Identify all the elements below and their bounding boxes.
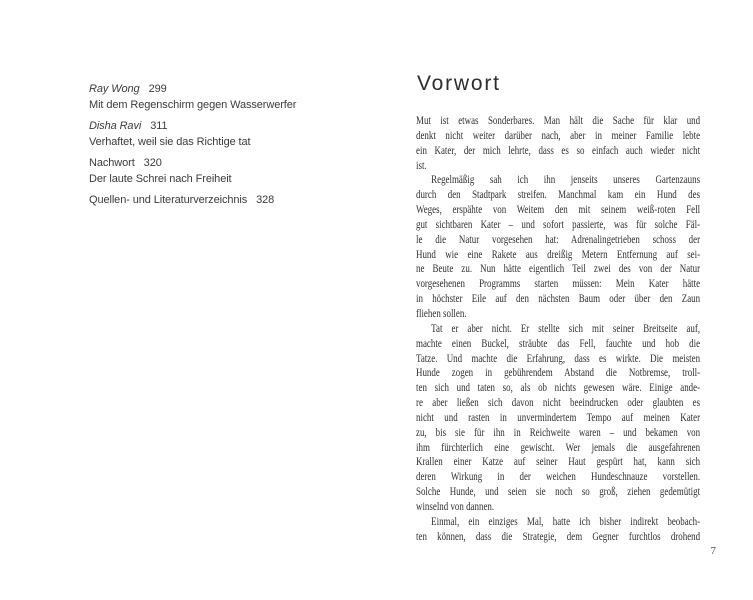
text-line: Hunde zogen in gebührendem Abstand die Notbremse, troll- [416,367,701,380]
text-line: Einmal, ein einziges Mal, hatte ich bisher indirekt beobach- [431,515,701,528]
text-line: zu, bis sie für ihn in Reichweite waren – und bekamen von [416,426,701,439]
paragraph [416,114,700,173]
toc-entry-page-number: 299 [148,83,167,95]
text-line: winselnd von dannen. [416,500,495,513]
toc-entry-page-number: 311 [150,120,168,132]
toc-entry-title: Disha Ravi [89,120,142,132]
toc-entry-title-row [89,193,339,209]
text-line: deren Wirkung in der weichen Hundeschnauze vorstellen. [416,471,701,484]
toc-entry [89,119,339,150]
text-line: Mut ist etwas Sonderbares. Man hält die Sache für klar und [416,115,701,127]
toc-entry-page-number: 320 [143,157,162,169]
toc-entry-title-row [89,119,339,135]
paragraph [416,322,700,515]
text-line: Hund wie eine Rakete aus dreißig Metern Entfernung auf sei- [416,248,701,261]
text-line: ein Kater, der mich lehrte, dass es so einfach auch wieder nicht [416,144,701,157]
toc-entry-title-row [89,156,339,172]
text-line: durch den Stadtpark streifen. Manchmal kam ein Hund des [416,189,701,202]
text-line: Solche Hunde, und seien sie noch so groß, ziehen gedemütigt [416,486,701,499]
text-line: ten sich und taten so, als ob nichts gewesen wäre. Einige ande- [416,382,701,395]
toc-entry-title: Nachwort [89,157,135,169]
left-page [0,0,376,600]
text-line: ten können, dass die Strategie, dem Gegner furchtlos drohend [416,530,701,543]
text-line: Tatze. Und machte die Erfahrung, dass es wirkte. Die meisten [416,352,701,365]
text-line: nicht und rasten in unvermindertem Tempo auf meinen Kater [416,411,701,424]
toc-entry-subtitle: Der laute Schrei nach Freiheit [89,172,232,185]
toc-entry-page-number: 328 [256,194,275,206]
toc-entry-title: Ray Wong [89,83,140,95]
text-line: ne Beute zu. Nun hätte eigentlich Teil zwei des von der Natur [416,263,701,276]
toc-entry [89,156,339,187]
text-line: vorgesehenen Programms starten müssen: Mein Kater hätte [416,278,701,291]
text-line: ihm fürchterlich eine gewischt. Wer jemals die ausgefahrenen [416,441,701,454]
text-line: in höchster Eile auf den nächsten Baum oder über den Zaun [416,293,701,306]
text-line: re aber ließen sich davon nicht beeindrucken oder glaubten es [416,397,701,410]
text-line: gut sichtbaren Kater – und sofort passierte, was für solche Fäl- [416,218,701,231]
text-line: le die Natur vorgesehen hat: Adrenalingetrieben schoss der [416,233,701,246]
chapter-heading: Vorwort [417,72,501,95]
text-line: Krallen einer Katze auf seiner Haut gespürt hat, kann sich [416,456,701,469]
text-line: Regelmäßig sah ich ihn jenseits unseres Gartenzauns [431,174,701,187]
body-text [416,114,700,544]
toc-entry-title-row [89,82,339,98]
text-line: denkt nicht weiter darüber nach, aber in meiner Familie lebte [416,129,701,142]
text-line: ist. [416,159,427,172]
toc [89,82,339,215]
toc-entry [89,82,339,113]
text-line: fliehen sollen. [416,307,467,320]
paragraph [416,515,700,545]
paragraph [416,173,700,321]
toc-entry-subtitle: Mit dem Regenschirm gegen Wasserwerfer [89,98,297,111]
toc-entry [89,193,339,209]
text-line: machte einen Buckel, sträubte das Fell, fauchte und hob die [416,337,701,350]
text-line: Tat er aber nicht. Er stellte sich mit seiner Breitseite auf, [431,322,701,335]
text-line: Weges, erspähte von Weitem den mit seinem weiß-roten Fell [416,204,701,217]
toc-entry-subtitle: Verhaftet, weil sie das Richtige tat [89,135,251,148]
folio-page-number: 7 [710,545,716,557]
toc-entry-title: Quellen- und Literaturverzeichnis [89,194,248,206]
